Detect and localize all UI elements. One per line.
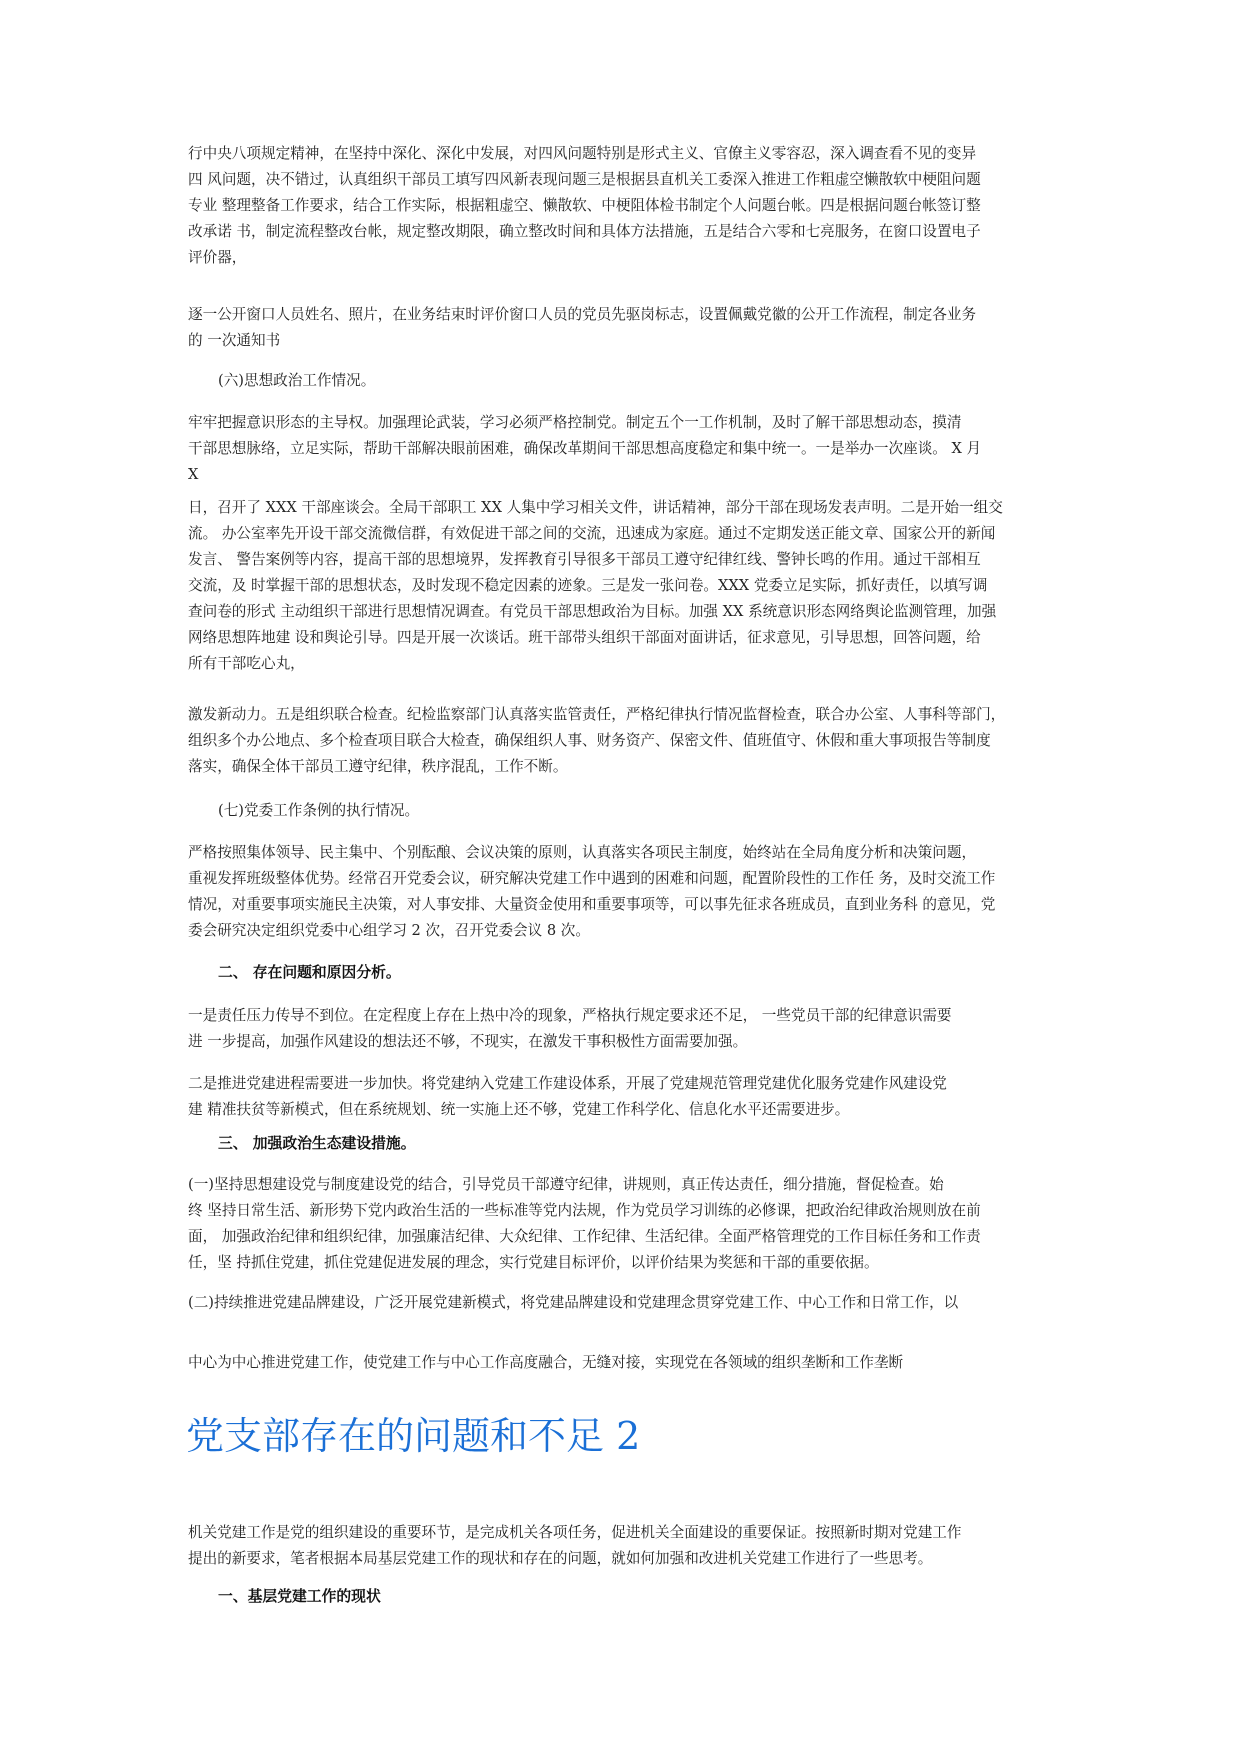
heading-problems-analysis: 二、 存在问题和原因分析。 bbox=[218, 964, 401, 981]
paragraph-block-1 bbox=[188, 141, 1060, 271]
paragraph-block-6 bbox=[188, 840, 1060, 944]
text-line: 日，召开了 XXX 干部座谈会。全局干部职工 XX 人集中学习相关文件，讲话精神，部分干部在现场发表声明。二是开始一组交 bbox=[188, 499, 1003, 516]
text-line: 二是推进党建进程需要进一步加快。将党建纳入党建工作建设体系，开展了党建规范管理党建优化服务党建作风建设党 bbox=[188, 1075, 947, 1092]
text-line: 流。 办公室率先开设干部交流微信群，有效促进干部之间的交流，迅速成为家庭。通过不定期发送正能文章、国家公开的新闻 bbox=[188, 525, 996, 542]
text-line: 逐一公开窗口人员姓名、照片，在业务结束时评价窗口人员的党员先驱岗标志，设置佩戴党徽的公开工作流程，制定各业务 bbox=[188, 306, 977, 323]
text-line: 任，坚 持抓住党建，抓住党建促进发展的理念，实行党建目标评价，以评价结果为奖惩和干部的重要依据。 bbox=[188, 1254, 879, 1271]
text-line: 评价器， bbox=[188, 249, 247, 266]
section-heading-7 bbox=[188, 798, 1060, 824]
text-line: 激发新动力。五是组织联合检查。纪检监察部门认真落实监管责任，严格纪律执行情况监督检查，联合办公室、人事科等部门， bbox=[188, 706, 1006, 723]
text-line: 网络思想阵地建 设和舆论引导。四是开展一次谈话。班干部带头组织干部面对面讲话，征求意见，引导思想，回答问题，给 bbox=[188, 629, 981, 646]
paragraph-block-12 bbox=[188, 1520, 1060, 1572]
paragraph-block-2 bbox=[188, 302, 1060, 354]
text-line: 专业 整理整备工作要求，结合工作实际，根据粗虚空、懒散软、中梗阻体检书制定个人问题台帐。四是根据问题台帐签订整 bbox=[188, 197, 981, 214]
paragraph-block-4 bbox=[188, 495, 1060, 677]
text-line: 所有干部吃心丸， bbox=[188, 655, 305, 672]
text-line: 建 精准扶贫等新模式，但在系统规划、统一实施上还不够，党建工作科学化、信息化水平还需要进步。 bbox=[188, 1101, 850, 1118]
text-line: 情况，对重要事项实施民主决策，对人事安排、大量资金使用和重要事项等，可以事先征求各班成员，直到业务科 的意见，党 bbox=[188, 896, 996, 913]
text-line: 严格按照集体领导、民主集中、个别酝酿、会议决策的原则，认真落实各项民主制度，始终站在全局角度分析和决策问题， bbox=[188, 844, 977, 861]
text-line: 查问卷的形式 主动组织干部进行思想情况调查。有党员干部思想政治为目标。加强 XX 系统意识形态网络舆论监测管理，加强 bbox=[188, 603, 997, 620]
paragraph-block-8 bbox=[188, 1071, 1060, 1123]
paragraph-block-3 bbox=[188, 410, 1060, 488]
text-line: 的 一次通知书 bbox=[188, 332, 281, 349]
paragraph-block-9 bbox=[188, 1172, 1060, 1276]
text-line: 重视发挥班级整体优势。经常召开党委会议，研究解决党建工作中遇到的困难和问题，配置阶段性的工作任 务，及时交流工作 bbox=[188, 870, 996, 887]
text-line: 改承诺 书，制定流程整改台帐，规定整改期限，确立整改时间和具体方法措施，五是结合六零和七亮服务，在窗口设置电子 bbox=[188, 223, 981, 240]
text-line: 委会研究决定组织党委中心组学习 2 次，召开党委会议 8 次。 bbox=[188, 922, 590, 939]
section-heading-7-text: (七)党委工作条例的执行情况。 bbox=[218, 802, 420, 819]
section-heading-6 bbox=[188, 368, 1060, 394]
paragraph-block-11 bbox=[188, 1350, 1060, 1376]
text-line: 四 风问题，决不错过，认真组织干部员工填写四风新表现问题三是根据县直机关工委深入推进工作粗虚空懒散软中梗阻问题 bbox=[188, 171, 981, 188]
text-line: 机关党建工作是党的组织建设的重要环节，是完成机关各项任务，促进机关全面建设的重要保证。按照新时期对党建工作 bbox=[188, 1524, 962, 1541]
text-line: 干部思想脉络，立足实际，帮助干部解决眼前困难，确保改革期间干部思想高度稳定和集中统一。一是举办一次座谈。 X 月 bbox=[188, 440, 982, 457]
text-line: 牢牢把握意识形态的主导权。加强理论武装，学习必须严格控制党。制定五个一工作机制，及时了解干部思想动态，摸清 bbox=[188, 414, 962, 431]
heading-measures: 三、 加强政治生态建设措施。 bbox=[218, 1135, 416, 1152]
text-line: (二)持续推进党建品牌建设，广泛开展党建新模式，将党建品牌建设和党建理念贯穿党建工作、中心工作和日常工作，以 bbox=[188, 1294, 959, 1311]
paragraph-block-10 bbox=[188, 1290, 1060, 1316]
text-line: 中心为中心推进党建工作，使党建工作与中心工作高度融合，无缝对接，实现党在各领域的组织垄断和工作垄断 bbox=[188, 1354, 904, 1371]
heading-grassroots-status: 一、基层党建工作的现状 bbox=[218, 1588, 381, 1605]
text-line: 进 一步提高，加强作风建设的想法还不够，不现实，在激发干事积极性方面需要加强。 bbox=[188, 1033, 748, 1050]
paragraph-block-7 bbox=[188, 1003, 1060, 1055]
text-line: (一)坚持思想建设党与制度建设党的结合，引导党员干部遵守纪律，讲规则，真正传达责任，细分措施，督促检查。始 bbox=[188, 1176, 944, 1193]
text-line: 组织多个办公地点、多个检查项目联合大检查，确保组织人事、财务资产、保密文件、值班值守、休假和重大事项报告等制度 bbox=[188, 732, 991, 749]
text-line: X bbox=[188, 466, 199, 483]
document-title-2: 党支部存在的问题和不足 2 bbox=[186, 1414, 641, 1458]
text-line: 行中央八项规定精神，在坚持中深化、深化中发展，对四风问题特别是形式主义、官僚主义零容忍，深入调查看不见的变异 bbox=[188, 145, 977, 162]
paragraph-block-5 bbox=[188, 702, 1060, 780]
text-line: 交流，及 时掌握干部的思想状态，及时发现不稳定因素的迹象。三是发一张问卷。XXX 党委立足实际，抓好责任，以填写调 bbox=[188, 577, 988, 594]
text-line: 一是责任压力传导不到位。在定程度上存在上热中冷的现象，严格执行规定要求还不足， 一些党员干部的纪律意识需要 bbox=[188, 1007, 952, 1024]
text-line: 发言、 警告案例等内容，提高干部的思想境界，发挥教育引导很多干部员工遵守纪律红线、警钟长鸣的作用。通过干部相互 bbox=[188, 551, 981, 568]
text-line: 面， 加强政治纪律和组织纪律，加强廉洁纪律、大众纪律、工作纪律、生活纪律。全面严格管理党的工作目标任务和工作责 bbox=[188, 1228, 981, 1245]
text-line: 提出的新要求，笔者根据本局基层党建工作的现状和存在的问题，就如何加强和改进机关党建工作进行了一些思考。 bbox=[188, 1550, 933, 1567]
section-heading-6-text: (六)思想政治工作情况。 bbox=[218, 372, 376, 389]
text-line: 终 坚持日常生活、新形势下党内政治生活的一些标准等党内法规，作为党员学习训练的必修课，把政治纪律政治规则放在前 bbox=[188, 1202, 981, 1219]
text-line: 落实，确保全体干部员工遵守纪律，秩序混乱，工作不断。 bbox=[188, 758, 568, 775]
